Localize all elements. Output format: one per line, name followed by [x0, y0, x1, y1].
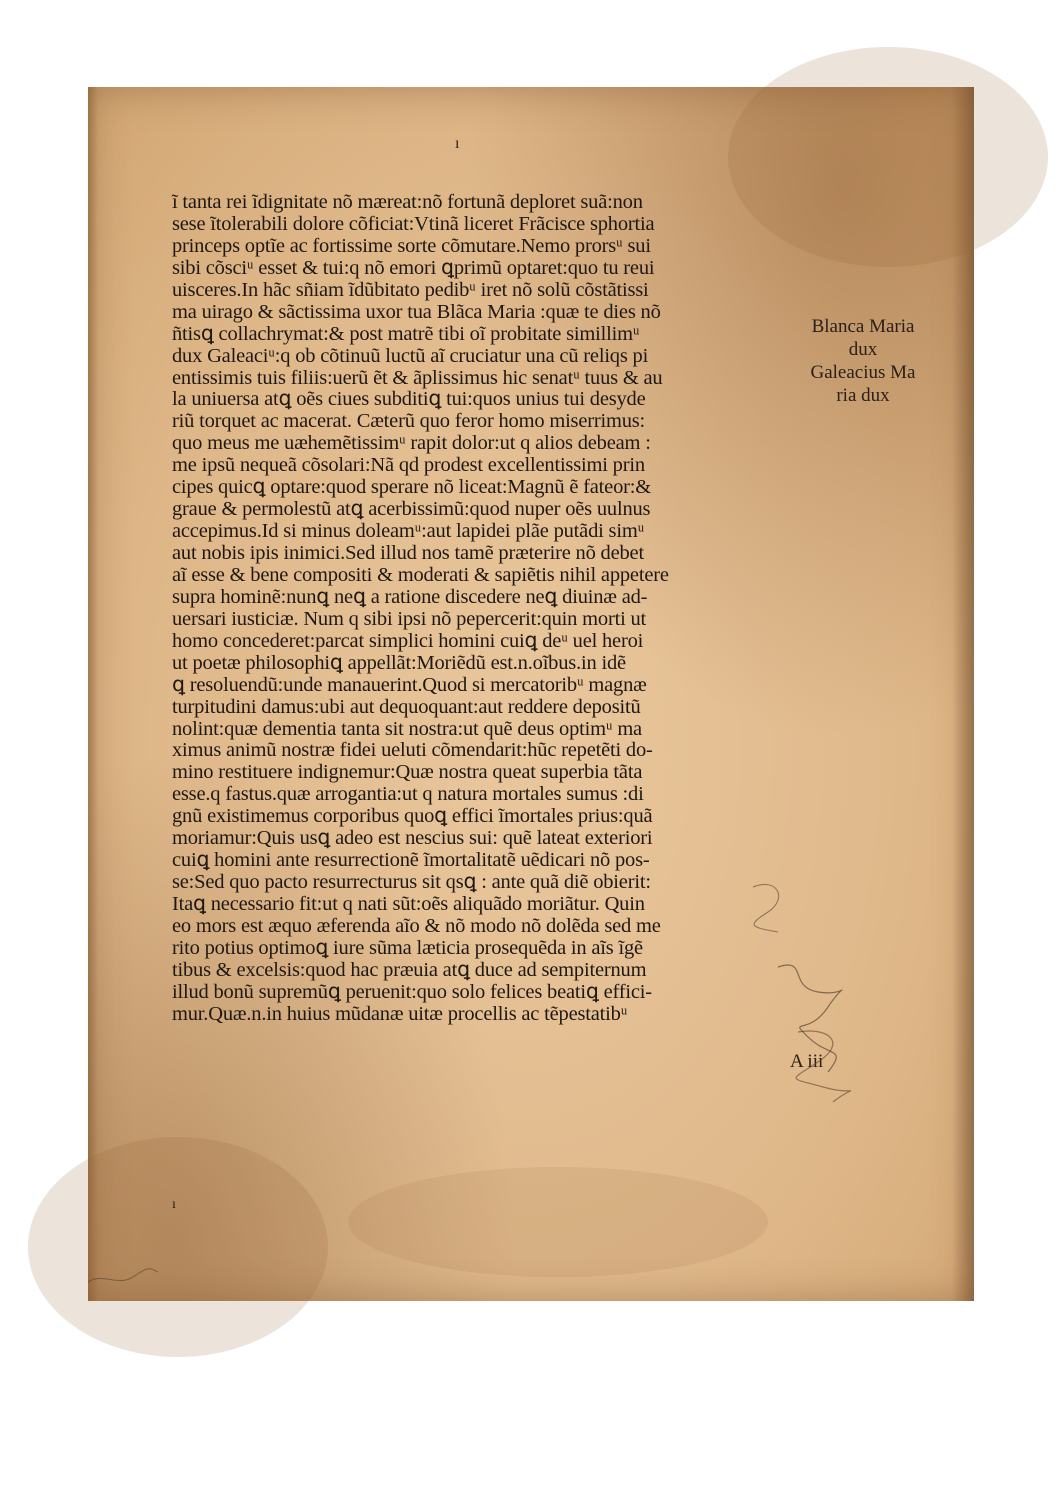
text-line: accepimus.Id si minus doleamᵘ:aut lapidei plãe putãdi simᵘ [172, 520, 645, 543]
water-stain [348, 1167, 768, 1277]
text-line: cuiꝗ homini ante resurrectionẽ ĩmortalitatẽ uẽdicari nõ pos- [172, 849, 650, 872]
page-right-edge [952, 87, 974, 1301]
text-line: mino restituere indignemur:Quæ nostra queat superbia tãta [172, 761, 643, 784]
text-line: ꝗ resoluendũ:unde manauerint.Quod si mercatoribᵘ magnæ [172, 673, 647, 696]
marginal-note-line: ria dux [836, 385, 890, 406]
text-line: se:Sed quo pacto resurrecturus sit qsꝗ : ante quã diẽ obierit: [172, 871, 651, 894]
text-line: gnũ existimemus corporibus quoꝗ effici ĩmortales prius:quã [172, 805, 653, 828]
page-left-edge [88, 87, 98, 1301]
water-stain [728, 47, 1048, 267]
text-line: ximus animũ nostræ fidei ueluti cõmendarit:hũc repetẽti do- [172, 739, 653, 762]
text-line: princeps optĩe ac fortissime sorte cõmutare.Nemo prorsᵘ sui [172, 234, 651, 257]
marginal-note-line: Galeacius Ma [810, 362, 916, 383]
water-stain [28, 1137, 328, 1357]
text-line: illud bonũ supremũꝗ peruenit:quo solo felices beatiꝗ effici- [172, 980, 652, 1003]
text-line: Itaꝗ necessario fit:ut q nati sũt:oẽs aliquãdo moriãtur. Quin [172, 893, 645, 915]
text-line: ñtisꝗ collachrymat:& post matrẽ tibi oĩ probitate simillimᵘ [172, 322, 640, 345]
marginal-note-line: dux [848, 339, 878, 360]
text-line: eo mors est æquo æferenda aĩo & nõ modo nõ dolẽda sed me [172, 914, 661, 937]
text-line: la uniuersa atꝗ oẽs ciues subditiꝗ tui:quos unius tui desyde [172, 388, 646, 411]
text-line: turpitudini damus:ubi aut dequoquant:aut reddere depositũ [172, 695, 641, 718]
text-line: mur.Quæ.n.in huius mũdanæ uitæ procellis ac tẽpestatibᵘ [172, 1002, 628, 1025]
text-line: uersari iusticiæ. Num q sibi ipsi nõ pepercerit:quin morti ut [172, 607, 647, 630]
text-line: quo meus me uæhemẽtissimᵘ rapit dolor:ut q alios debeam : [172, 432, 651, 455]
page-top-mark: ı [455, 135, 460, 152]
text-line: me ipsũ nequeã cõsolari:Nã qd prodest excellentissimi prin [172, 454, 645, 477]
text-line: cipes quicꝗ optare:quod sperare nõ liceat:Magnũ ẽ fateor:& [172, 476, 651, 499]
text-line: ĩ tanta rei ĩdignitate nõ mæreat:nõ fortunã deploret suã:non [172, 191, 643, 213]
text-line: uisceres.In hãc sñiam ĩdũbitato pedibᵘ iret nõ solũ cõstãtissi [172, 278, 649, 301]
signature-mark: A iii [790, 1051, 824, 1072]
text-line: moriamur:Quis usꝗ adeo est nescius sui: quẽ lateat exteriori [172, 827, 653, 850]
text-line: nolint:quæ dementia tanta sit nostra:ut quẽ deus optimᵘ ma [172, 717, 642, 740]
text-line: homo concederet:parcat simplici homini cuiꝗ deᵘ uel heroi [172, 629, 644, 652]
manuscript-page [88, 87, 974, 1301]
text-line: dux Galeaciᵘ:q ob cõtinuũ luctũ aĩ cruciatur una cũ reliqs pi [172, 344, 649, 367]
text-line: aĩ esse & bene compositi & moderati & sapiẽtis nihil appetere [172, 563, 669, 586]
main-text-block [172, 192, 772, 1026]
text-line: rito potius optimoꝗ iure sũma læticia prosequẽda in aĩs ĩgẽ [172, 936, 643, 959]
text-line: tibus & excelsis:quod hac præuia atꝗ duce ad sempiternum [172, 958, 647, 981]
text-line: sibi cõsciᵘ esset & tui:q nõ emori ꝗprimũ optaret:quo tu reui [172, 256, 655, 279]
page-bottom-mark: ı [172, 1197, 176, 1212]
text-line: aut nobis ipis inimici.Sed illud nos tamẽ præterire nõ debet [172, 542, 644, 564]
text-line: supra hominẽ:nunꝗ neꝗ a ratione discedere neꝗ diuinæ ad- [172, 585, 648, 608]
text-line: ut poetæ philosophiꝗ appellãt:Moriẽdũ est.n.oĩbus.in idẽ [172, 651, 626, 674]
text-line: ma uirago & sãctissima uxor tua Blãca Maria :quæ te dies nõ [172, 300, 661, 323]
text-line: entissimis tuis filiis:uerũ ẽt & ãplissimus hic senatᵘ tuus & au [172, 366, 663, 389]
text-line: esse.q fastus.quæ arrogantia:ut q natura mortales sumus :di [172, 783, 644, 806]
marginal-notes [788, 315, 938, 407]
text-line: sese ĩtolerabili dolore cõficiat:Vtinã liceret Frãcisce sphortia [172, 212, 655, 235]
text-line: graue & permolestũ atꝗ acerbissimũ:quod nuper oẽs uulnus [172, 498, 651, 521]
text-line: riũ torquet ac macerat. Cæterũ quo feror homo miserrimus: [172, 410, 646, 433]
marginal-note-line: Blanca Maria [811, 316, 915, 337]
